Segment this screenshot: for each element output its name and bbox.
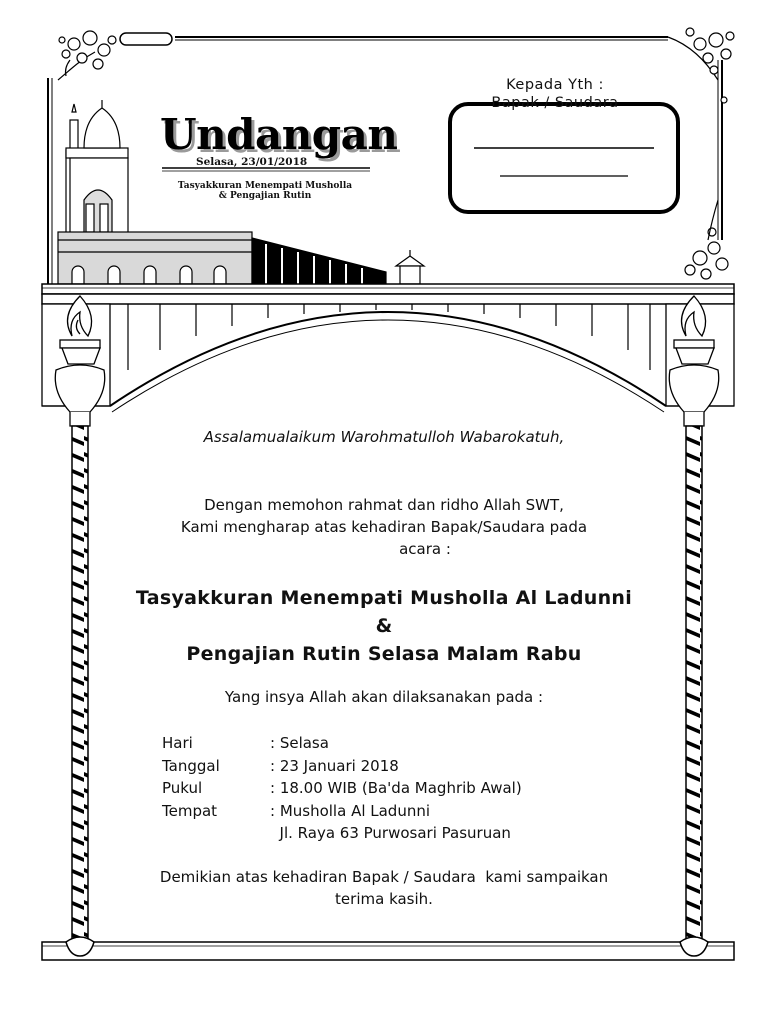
detail-label: Tanggal xyxy=(162,756,220,775)
detail-label xyxy=(162,822,270,845)
detail-row-date xyxy=(162,755,522,778)
right-border xyxy=(718,60,722,240)
right-pillar xyxy=(666,296,734,426)
detail-value: : Selasa xyxy=(270,734,329,752)
subtitle-line-1: Tasyakkuran Menempati Musholla xyxy=(177,181,353,191)
detail-label: Tempat xyxy=(162,801,218,820)
event-details xyxy=(162,732,522,845)
greeting-text: Assalamualaikum Warohmatulloh Wabarokatuh, xyxy=(203,428,565,446)
event-line-2: Pengajian Rutin Selasa Malam Rabu xyxy=(186,643,582,665)
recipient-line-2: Bapak / Saudara xyxy=(491,95,619,111)
floral-top-right-icon xyxy=(668,28,734,103)
detail-row-place xyxy=(162,800,522,823)
bottom-base xyxy=(42,937,734,960)
closing-line-2: terima kasih. xyxy=(335,890,433,908)
detail-row-day xyxy=(162,732,522,755)
left-pillar xyxy=(42,296,110,426)
detail-label: Pukul xyxy=(162,779,203,797)
detail-value: : 18.00 WIB (Ba'da Maghrib Awal) xyxy=(270,779,522,797)
schedule-lead: Yang insya Allah akan dilaksanakan pada : xyxy=(224,688,544,706)
invitation-date: Selasa, 23/01/2018 xyxy=(196,156,308,168)
recipient-label xyxy=(470,76,640,112)
detail-value: : 23 Januari 2018 xyxy=(270,756,399,775)
floral-top-left-icon xyxy=(58,31,116,80)
subtitle-line-2: & Pengajian Rutin xyxy=(218,191,312,201)
detail-value: Jl. Raya 63 Purwosari Pasuruan xyxy=(270,824,511,842)
top-border xyxy=(120,33,668,45)
intro-line-2: Kami mengharap atas kehadiran Bapak/Saudara pada xyxy=(180,518,588,536)
detail-value: : Musholla Al Ladunni xyxy=(270,801,431,820)
recipient-line-1: Kepada Yth : xyxy=(506,77,604,93)
left-border xyxy=(48,78,52,284)
event-title xyxy=(0,584,768,668)
arch-bridge xyxy=(42,284,734,412)
intro-paragraph xyxy=(0,494,768,560)
invitation-title: Undangan xyxy=(160,110,398,159)
detail-row-time xyxy=(162,777,522,800)
closing-line-1: Demikian atas kehadiran Bapak / Saudara kami sampaikan xyxy=(159,868,609,886)
closing-paragraph xyxy=(0,866,768,910)
title-underline xyxy=(162,168,370,171)
invitation-subtitle xyxy=(152,181,378,201)
detail-row-address xyxy=(162,822,522,845)
event-line-1: Tasyakkuran Menempati Musholla Al Ladunni xyxy=(135,587,633,609)
intro-line-1: Dengan memohon rahmat dan ridho Allah SWT, xyxy=(204,496,564,514)
detail-label: Hari xyxy=(162,734,193,752)
event-ampersand: & xyxy=(375,615,393,637)
address-box xyxy=(450,104,678,212)
intro-line-3: acara : xyxy=(399,540,451,558)
